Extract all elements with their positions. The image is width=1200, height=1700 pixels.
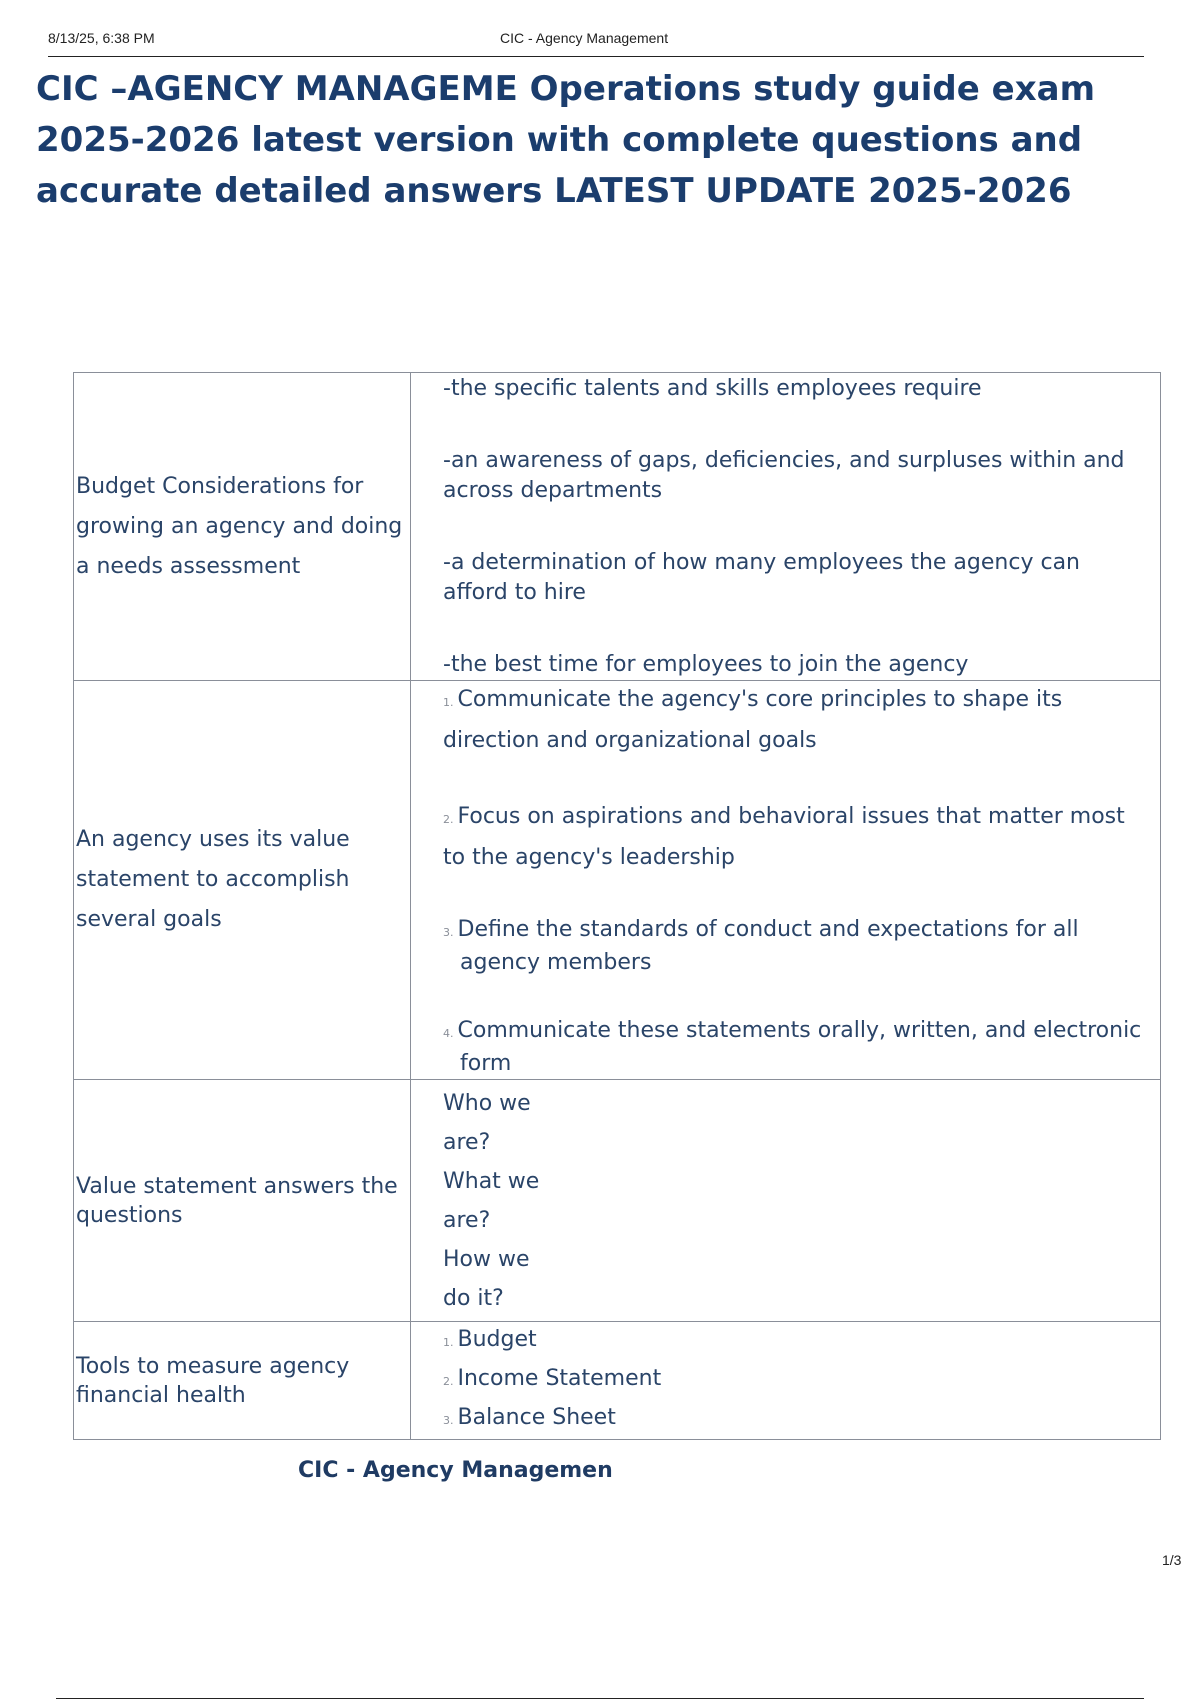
definition-item: are? bbox=[443, 1207, 491, 1233]
definition-item: -the specific talents and skills employees require bbox=[443, 375, 982, 401]
definition-item bbox=[443, 681, 1148, 760]
definition-item bbox=[443, 1400, 1148, 1439]
table-row bbox=[74, 373, 1161, 681]
item-number: 2. bbox=[443, 813, 454, 826]
footer-divider bbox=[56, 1698, 1144, 1699]
definition-cell bbox=[411, 1080, 1161, 1322]
definition-item bbox=[443, 798, 1148, 877]
item-number: 3. bbox=[443, 926, 454, 939]
term-text: An agency uses its value statement to accomplish several goals bbox=[76, 827, 350, 932]
term-text: Budget Considerations for growing an agency and doing a needs assessment bbox=[76, 473, 403, 579]
qa-table bbox=[73, 372, 1161, 1440]
term-text: Value statement answers the questions bbox=[76, 1173, 398, 1228]
footer-caption: CIC - Agency Managemen bbox=[298, 1458, 613, 1483]
item-text: Income Statement bbox=[457, 1366, 662, 1391]
definition-item: -the best time for employees to join the agency bbox=[443, 651, 969, 677]
item-text: Budget bbox=[457, 1327, 537, 1352]
table-row bbox=[74, 681, 1161, 1080]
definition-item: do it? bbox=[443, 1285, 504, 1311]
term-text: Tools to measure agency financial health bbox=[76, 1353, 350, 1408]
document-title: CIC –AGENCY MANAGEME Operations study guide exam 2025-2026 latest version with complete questions and accurate detailed answers LATEST UPDATE 2025-2026 bbox=[36, 69, 1096, 211]
table-row bbox=[74, 1322, 1161, 1440]
print-page-title: CIC - Agency Management bbox=[500, 30, 669, 46]
definition-item bbox=[443, 1016, 1148, 1079]
item-number: 1. bbox=[443, 696, 454, 709]
table-row bbox=[74, 1080, 1161, 1322]
item-text: Define the standards of conduct and expectations for all agency members bbox=[457, 917, 1079, 975]
item-text: Communicate these statements orally, written, and electronic form bbox=[457, 1018, 1142, 1076]
definition-item: -an awareness of gaps, deficiencies, and surpluses within and across departments bbox=[443, 447, 1125, 503]
term-cell bbox=[74, 1322, 411, 1440]
item-text: Balance Sheet bbox=[457, 1405, 616, 1430]
definition-item: are? bbox=[443, 1129, 491, 1155]
definition-item: How we bbox=[443, 1246, 530, 1272]
print-datetime: 8/13/25, 6:38 PM bbox=[48, 30, 155, 46]
definition-item bbox=[443, 1322, 1148, 1361]
print-header bbox=[48, 30, 1144, 56]
item-number: 3. bbox=[443, 1414, 454, 1427]
header-divider bbox=[48, 56, 1144, 57]
definition-item: Who we bbox=[443, 1090, 531, 1116]
item-text: Communicate the agency's core principles to shape its direction and organizational goals bbox=[443, 687, 1063, 753]
definition-item: What we bbox=[443, 1168, 540, 1194]
definition-cell bbox=[411, 681, 1161, 1080]
definition-item bbox=[443, 915, 1148, 978]
term-cell bbox=[74, 1080, 411, 1322]
term-cell bbox=[74, 681, 411, 1080]
item-number: 4. bbox=[443, 1027, 454, 1040]
page-number: 1/3 bbox=[1162, 1552, 1182, 1568]
item-text: Focus on aspirations and behavioral issues that matter most to the agency's leadership bbox=[443, 804, 1125, 870]
definition-cell bbox=[411, 1322, 1161, 1440]
term-cell bbox=[74, 373, 411, 681]
definition-item: -a determination of how many employees the agency can afford to hire bbox=[443, 549, 1080, 605]
item-number: 2. bbox=[443, 1375, 454, 1388]
item-number: 1. bbox=[443, 1336, 454, 1349]
definition-item bbox=[443, 1361, 1148, 1400]
definition-cell bbox=[411, 373, 1161, 681]
